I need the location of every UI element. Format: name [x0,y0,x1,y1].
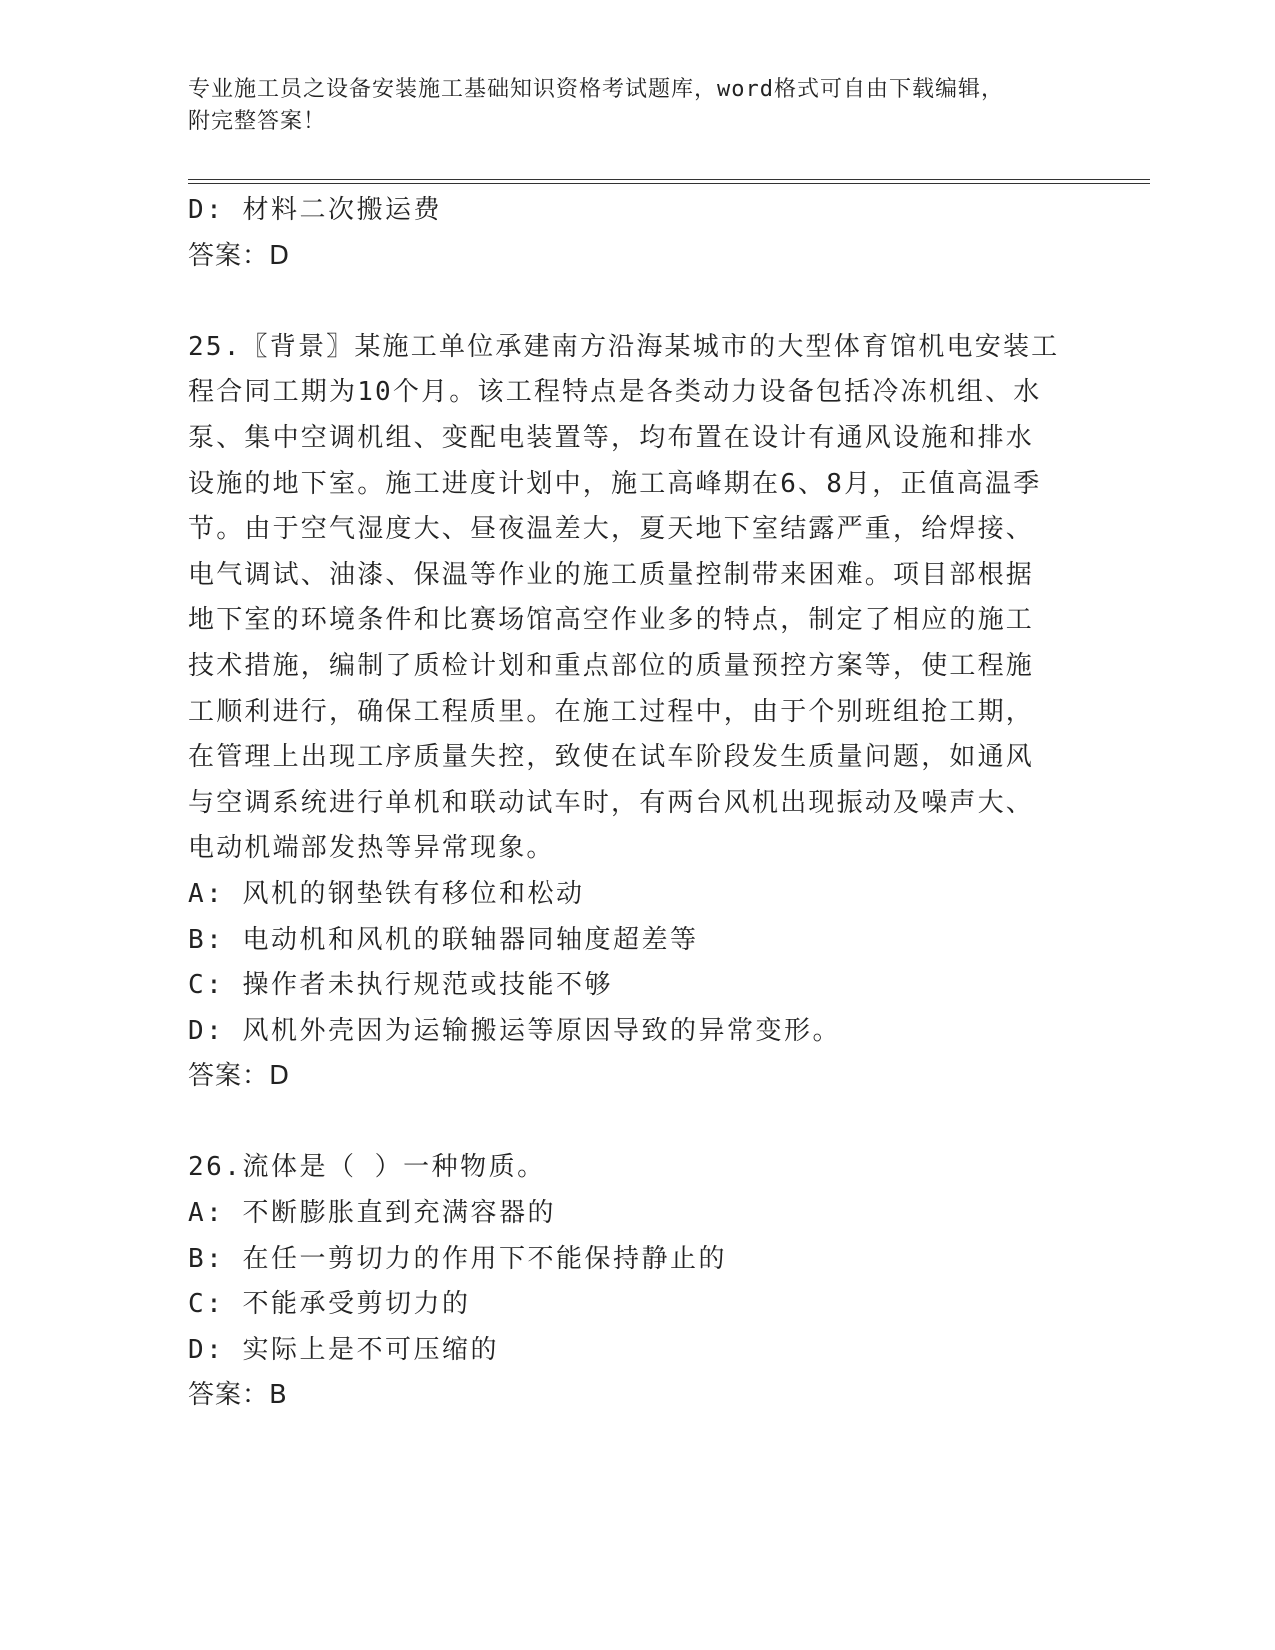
option-a: A: 风机的钢垫铁有移位和松动 [188,878,585,909]
question-25-options [188,872,1088,1100]
question-26 [188,1145,1088,1419]
option-d: D: 实际上是不可压缩的 [188,1334,499,1365]
answer-label: 答案：D [188,240,291,271]
question-text-line: 设施的地下室。施工进度计划中，施工高峰期在6、8月，正值高温季 [188,468,1042,499]
question-text-line: 电动机端部发热等异常现象。 [188,833,555,864]
question-text-line: 电气调试、油漆、保温等作业的施工质量控制带来困难。项目部根据 [188,559,1035,590]
question-text-line: 26.流体是（ ）一种物质。 [188,1152,546,1183]
header-rule-top [188,179,1150,180]
header-line-2: 附完整答案！ [188,109,327,134]
question-text-line: 节。由于空气湿度大、昼夜温差大，夏天地下室结露严重，给焊接、 [188,514,1035,545]
question-24-tail [188,188,1088,279]
question-25 [188,325,1088,872]
header-line-1: 专业施工员之设备安装施工基础知识资格考试题库，word格式可自由下载编辑， [188,77,1004,102]
question-text-line: 程合同工期为10个月。该工程特点是各类动力设备包括冷冻机组、水 [188,377,1042,408]
question-text-line: 与空调系统进行单机和联动试车时，有两台风机出现振动及噪声大、 [188,787,1035,818]
question-text-line: 25.〖背景〗某施工单位承建南方沿海某城市的大型体育馆机电安装工 [188,331,1060,362]
question-text-line: 技术措施，编制了质检计划和重点部位的质量预控方案等，使工程施 [188,650,1035,681]
option-d: D: 风机外壳因为运输搬运等原因导致的异常变形。 [188,1015,841,1046]
option-d: D: 材料二次搬运费 [188,195,442,225]
question-text-line: 泵、集中空调机组、变配电装置等，均布置在设计有通风设施和排水 [188,422,1035,453]
option-a: A: 不断膨胀直到充满容器的 [188,1198,556,1229]
question-text-line: 地下室的环境条件和比赛场馆高空作业多的特点，制定了相应的施工 [188,605,1035,636]
spacer [188,1100,1088,1146]
page-header [188,74,1088,138]
document-content [188,188,1088,1419]
option-c: C: 不能承受剪切力的 [188,1289,471,1320]
spacer [188,279,1088,325]
option-c: C: 操作者未执行规范或技能不够 [188,970,613,1001]
header-rule-bottom [188,183,1150,184]
answer-label: 答案：D [188,1061,291,1092]
question-text-line: 工顺利进行，确保工程质里。在施工过程中，由于个别班组抢工期， [188,696,1035,727]
option-b: B: 在任一剪切力的作用下不能保持静止的 [188,1243,727,1274]
option-b: B: 电动机和风机的联轴器同轴度超差等 [188,924,699,955]
answer-label: 答案：B [188,1380,288,1411]
question-text-line: 在管理上出现工序质量失控，致使在试车阶段发生质量问题，如通风 [188,742,1035,773]
